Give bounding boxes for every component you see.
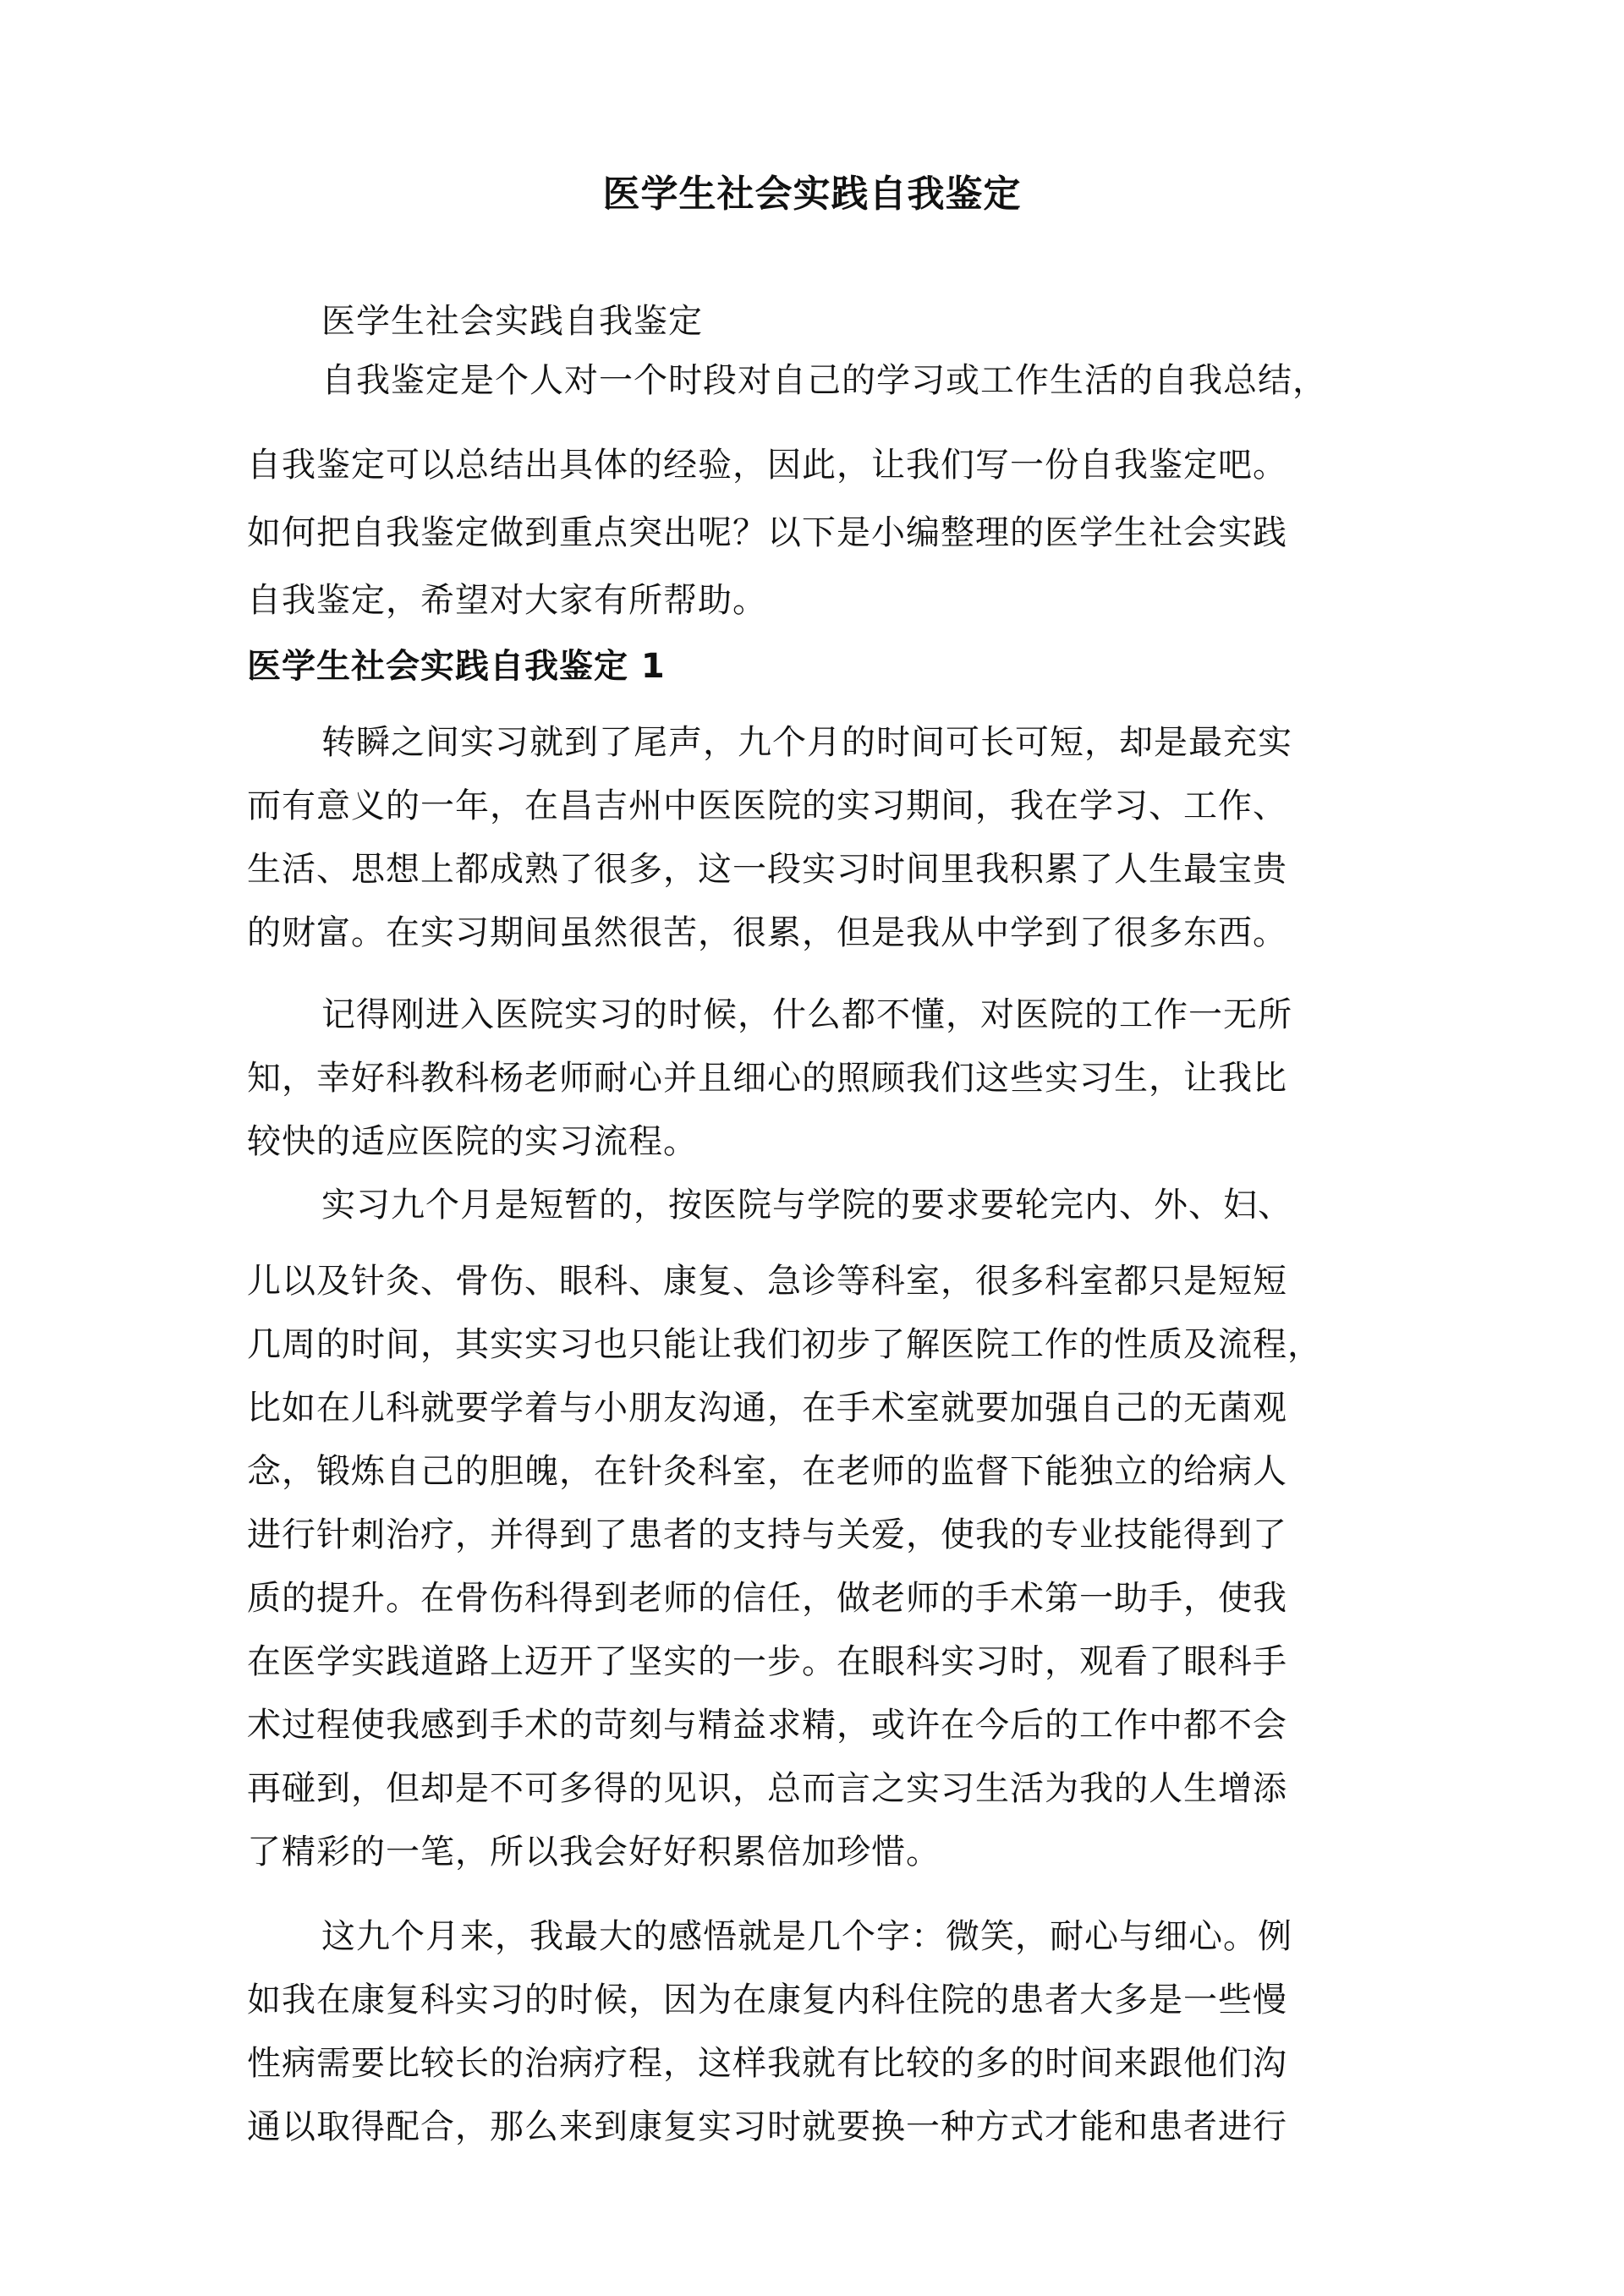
paragraph-line: 较快的适应医院的实习流程。 <box>247 1122 698 1161</box>
paragraph-line: 如我在康复科实习的时候，因为在康复内科住院的患者大多是一些慢 <box>247 1981 1287 2019</box>
paragraph-line: 实习九个月是短暂的，按医院与学院的要求要轮完内、外、妇、 <box>321 1186 1292 1225</box>
paragraph-line: 质的提升。在骨伤科得到老师的信任，做老师的手术第一助手，使我 <box>247 1579 1287 1618</box>
subtitle: 医学生社会实践自我鉴定 <box>321 302 703 341</box>
paragraph-line: 进行针刺治疗，并得到了患者的支持与关爱，使我的专业技能得到了 <box>247 1515 1287 1554</box>
paragraph-line: 念，锻炼自己的胆魄，在针灸科室，在老师的监督下能独立的给病人 <box>247 1452 1287 1491</box>
intro-line: 如何把自我鉴定做到重点突出呢？以下是小编整理的医学生社会实践 <box>247 513 1287 552</box>
intro-line: 自我鉴定可以总结出具体的经验，因此，让我们写一份自我鉴定吧。 <box>247 446 1287 485</box>
paragraph-line: 再碰到，但却是不可多得的见识，总而言之实习生活为我的人生增添 <box>247 1769 1287 1808</box>
paragraph-line: 几周的时间，其实实习也只能让我们初步了解医院工作的性质及流程， <box>247 1325 1322 1364</box>
paragraph-line: 转瞬之间实习就到了尾声，九个月的时间可长可短，却是最充实 <box>321 723 1292 762</box>
paragraph-line: 比如在儿科就要学着与小朋友沟通，在手术室就要加强自己的无菌观 <box>247 1389 1287 1427</box>
intro-line: 自我鉴定，希望对大家有所帮助。 <box>247 581 767 620</box>
paragraph-line: 的财富。在实习期间虽然很苦，很累，但是我从中学到了很多东西。 <box>247 913 1287 952</box>
paragraph-line: 生活、思想上都成熟了很多，这一段实习时间里我积累了人生最宝贵 <box>247 850 1287 889</box>
paragraph-line: 记得刚进入医院实习的时候，什么都不懂，对医院的工作一无所 <box>321 995 1292 1034</box>
paragraph-line: 术过程使我感到手术的苛刻与精益求精，或许在今后的工作中都不会 <box>247 1706 1287 1745</box>
paragraph-line: 通以取得配合，那么来到康复实习时就要换一种方式才能和患者进行 <box>247 2107 1287 2146</box>
section-heading: 医学生社会实践自我鉴定 1 <box>247 647 666 686</box>
paragraph-line: 了精彩的一笔，所以我会好好积累倍加珍惜。 <box>247 1833 941 1871</box>
paragraph-line: 知，幸好科教科杨老师耐心并且细心的照顾我们这些实习生，让我比 <box>247 1059 1287 1098</box>
paragraph-line: 在医学实践道路上迈开了坚实的一步。在眼科实习时，观看了眼科手 <box>247 1642 1287 1681</box>
paragraph-line: 而有意义的一年，在昌吉州中医医院的实习期间，我在学习、工作、 <box>247 786 1287 825</box>
intro-line: 自我鉴定是个人对一个时段对自己的学习或工作生活的自我总结， <box>321 361 1327 400</box>
paragraph-line: 儿以及针灸、骨伤、眼科、康复、急诊等科室，很多科室都只是短短 <box>247 1262 1287 1301</box>
paragraph-line: 性病需要比较长的治病疗程，这样我就有比较的多的时间来跟他们沟 <box>247 2044 1287 2083</box>
page-title: 医学生社会实践自我鉴定 <box>602 173 1022 216</box>
paragraph-line: 这九个月来，我最大的感悟就是几个字：微笑，耐心与细心。例 <box>321 1917 1292 1956</box>
